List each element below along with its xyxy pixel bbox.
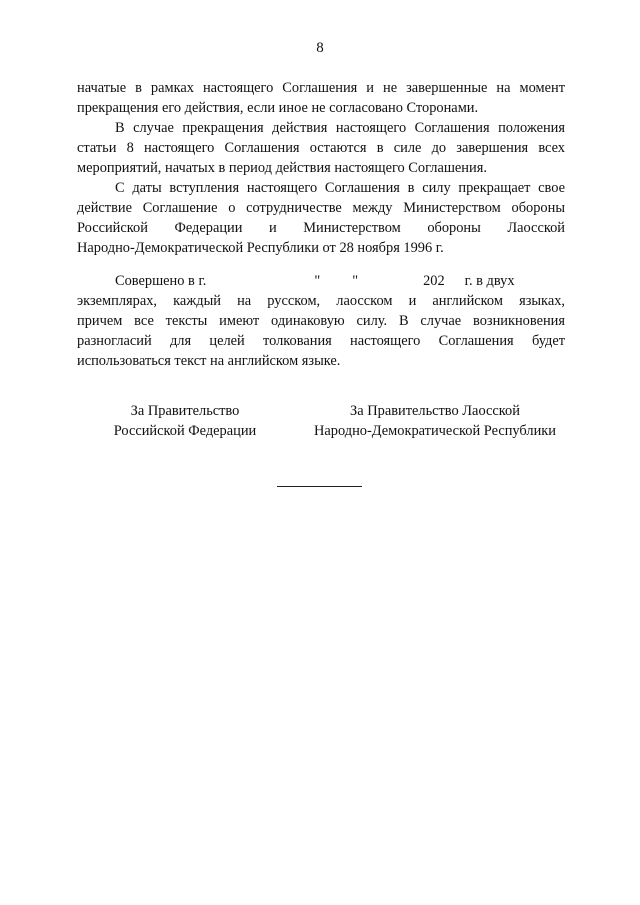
signature-block-laos	[300, 401, 570, 441]
done-at-clause	[77, 271, 565, 371]
paragraph-previous-agreement-termination	[77, 178, 565, 258]
text-line: мероприятий, начатых в период действия настоящего Соглашения.	[77, 160, 487, 176]
paragraph-article-8-survival	[77, 118, 565, 178]
text-line: экземплярах, каждый на русском, лаосском и английском языках,	[77, 293, 565, 309]
text-line: Российской Федерации и Министерством обороны Лаосской	[77, 220, 565, 236]
year-prefix: 202	[423, 273, 445, 289]
agreement-body	[77, 78, 565, 258]
end-rule	[277, 486, 362, 487]
text-line: статьи 8 настоящего Соглашения остаются в силе до завершения всех	[77, 140, 565, 156]
text-line: причем все тексты имеют одинаковую силу. В случае возникновения	[77, 313, 565, 329]
text-line: разногласий для целей толкования настоящего Соглашения будет	[77, 333, 565, 349]
paragraph-done-at	[77, 271, 565, 371]
text-line: В случае прекращения действия настоящего Соглашения положения	[115, 120, 565, 136]
signature-party: Российской Федерации	[113, 423, 257, 439]
done-in-text: Совершено в г.	[115, 273, 207, 289]
text-line: начатые в рамках настоящего Соглашения и не завершенные на момент	[77, 80, 565, 96]
text-line: прекращения его действия, если иное не согласовано Сторонами.	[77, 100, 479, 116]
quote-open: "	[314, 273, 321, 289]
text-line: С даты вступления настоящего Соглашения в силу прекращает свое	[115, 180, 565, 196]
signature-party: Народно-Демократической Республики	[314, 423, 556, 439]
year-suffix-text: г. в двух	[464, 273, 515, 289]
quote-close: "	[352, 273, 359, 289]
text-line: действие Соглашение о сотрудничестве между Министерством обороны	[77, 200, 565, 216]
page-number: 8	[316, 40, 324, 56]
signature-block-russia	[95, 401, 275, 441]
signature-label: За Правительство Лаосской	[350, 403, 520, 419]
signature-label: За Правительство	[130, 403, 240, 419]
paragraph-termination-obligations	[77, 78, 565, 118]
text-line: использоваться текст на английском языке.	[77, 353, 341, 369]
text-line: Народно-Демократической Республики от 28 ноября 1996 г.	[77, 240, 444, 256]
date-place-line	[77, 271, 565, 291]
